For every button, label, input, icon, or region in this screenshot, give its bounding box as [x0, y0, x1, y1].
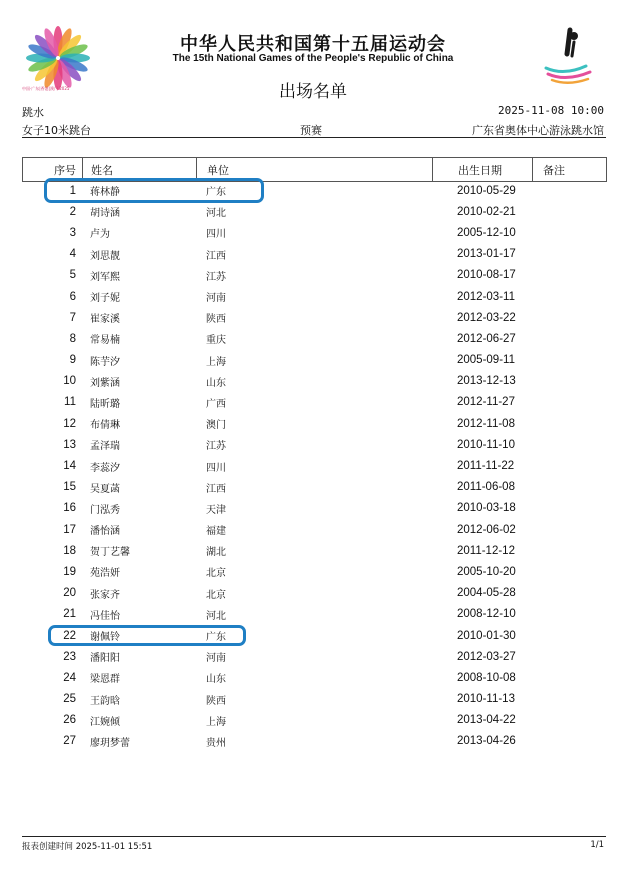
delegation: 河南: [206, 293, 226, 305]
highlight-box-row-1: [44, 178, 264, 203]
col-name-header: 姓名: [83, 158, 197, 181]
birth-date: 2013-04-26: [457, 735, 516, 748]
delegation: 江苏: [206, 441, 226, 453]
footer-divider: [22, 836, 606, 837]
table-row: [22, 667, 607, 688]
athlete-name: 冯佳怡: [90, 610, 120, 622]
table-row: [22, 519, 607, 540]
athlete-name: 梁恩群: [90, 674, 120, 686]
athlete-name: 蒋林静: [90, 187, 120, 199]
birth-date: 2012-03-27: [457, 650, 516, 663]
birth-date: 2013-12-13: [457, 375, 516, 388]
athlete-name: 崔家溪: [90, 314, 120, 326]
delegation: 湖北: [206, 547, 226, 559]
athlete-name: 吴夏菡: [90, 483, 120, 495]
row-number: 5: [69, 269, 76, 282]
birth-date: 2011-12-12: [457, 544, 515, 557]
birth-date: 2011-06-08: [457, 481, 515, 494]
row-number: 17: [63, 523, 76, 536]
games-title-en: The 15th National Games of the People's Republic of China: [172, 53, 454, 64]
header-divider: [22, 137, 606, 138]
athlete-name: 苑浩妍: [90, 568, 120, 580]
birth-date: 2005-10-20: [457, 565, 516, 578]
row-number: 19: [63, 565, 76, 578]
athlete-name: 刘子妮: [90, 293, 120, 305]
document-title: 出场名单: [279, 82, 347, 102]
athlete-name: 刘思靓: [90, 250, 120, 262]
delegation: 四川: [206, 229, 226, 241]
delegation: 福建: [206, 526, 226, 538]
page-number: 1/1: [590, 840, 604, 850]
row-number: 18: [63, 544, 76, 557]
row-number: 3: [69, 226, 76, 239]
table-row: [22, 689, 607, 710]
athlete-name: 常易楠: [90, 335, 120, 347]
sport-label: 跳水: [22, 106, 44, 119]
table-row: [22, 710, 607, 731]
delegation: 河北: [206, 610, 226, 622]
athlete-name: 陆昕璐: [90, 398, 120, 410]
row-number: 23: [63, 650, 76, 663]
row-number: 26: [63, 714, 76, 727]
start-datetime: 2025-11-08 10:00: [498, 104, 604, 117]
athlete-name: 谢佩铃: [90, 632, 120, 644]
col-note-header: 备注: [543, 163, 565, 177]
delegation: 重庆: [206, 335, 226, 347]
table-row: [22, 413, 607, 434]
col-no-header: 序号: [23, 158, 83, 181]
row-number: 21: [63, 608, 76, 621]
table-row: [22, 244, 607, 265]
table-row: [22, 731, 607, 752]
row-number: 15: [63, 481, 76, 494]
report-created-time: 报表创建时间 2025-11-01 15:51: [22, 842, 153, 852]
row-number: 16: [63, 502, 76, 515]
table-row: [22, 561, 607, 582]
birth-date: 2010-01-30: [457, 629, 516, 642]
delegation: 陕西: [206, 314, 226, 326]
delegation: 山东: [206, 377, 226, 389]
delegation: 河南: [206, 653, 226, 665]
athlete-name: 孟泽瑞: [90, 441, 120, 453]
row-number: 6: [69, 290, 76, 303]
table-body: [22, 180, 607, 752]
row-number: 4: [69, 248, 76, 261]
birth-date: 2008-12-10: [457, 608, 516, 621]
birth-date: 2012-03-11: [457, 290, 515, 303]
venue-label: 广东省奥体中心游泳跳水馆: [472, 124, 604, 137]
table-row: [22, 646, 607, 667]
table-row: [22, 434, 607, 455]
table-row: [22, 222, 607, 243]
table-row: [22, 604, 607, 625]
table-row: [22, 477, 607, 498]
delegation: 贵州: [206, 737, 226, 749]
delegation: 广西: [206, 398, 226, 410]
delegation: 江西: [206, 250, 226, 262]
row-number: 8: [69, 332, 76, 345]
row-number: 2: [69, 205, 76, 218]
birth-date: 2010-08-17: [457, 269, 516, 282]
birth-date: 2010-03-18: [457, 502, 516, 515]
table-row: [22, 265, 607, 286]
col-org-header: 单位: [197, 158, 433, 181]
birth-date: 2012-06-27: [457, 332, 516, 345]
event-name: 女子10米跳台: [22, 124, 91, 137]
birth-date: 2008-10-08: [457, 671, 516, 684]
table-row: [22, 371, 607, 392]
athlete-name: 王韵晗: [90, 695, 120, 707]
row-number: 1: [69, 184, 76, 197]
birth-date: 2010-05-29: [457, 184, 516, 197]
delegation: 山东: [206, 674, 226, 686]
row-number: 7: [69, 311, 76, 324]
birth-date: 2005-09-11: [457, 354, 515, 367]
athlete-name: 刘紫涵: [90, 377, 120, 389]
athlete-name: 陈芋汐: [90, 356, 120, 368]
athlete-name: 张家齐: [90, 589, 120, 601]
delegation: 江苏: [206, 271, 226, 283]
birth-date: 2004-05-28: [457, 587, 516, 600]
table-row: [22, 540, 607, 561]
athlete-name: 刘军熙: [90, 271, 120, 283]
athlete-name: 李蕊汐: [90, 462, 120, 474]
athlete-name: 胡诗涵: [90, 208, 120, 220]
delegation: 上海: [206, 716, 226, 728]
athlete-name: 门泓秀: [90, 504, 120, 516]
row-number: 25: [63, 693, 76, 706]
birth-date: 2011-11-22: [457, 460, 515, 473]
birth-date: 2013-04-22: [457, 714, 516, 727]
table-row: [22, 392, 607, 413]
diver-emblem-icon: [534, 24, 600, 90]
row-number: 22: [63, 629, 76, 642]
delegation: 广东: [206, 187, 226, 199]
delegation: 陕西: [206, 695, 226, 707]
highlight-box-row-22: [48, 625, 246, 646]
athlete-name: 江婉倾: [90, 716, 120, 728]
birth-date: 2005-12-10: [457, 226, 516, 239]
birth-date: 2012-11-27: [457, 396, 515, 409]
athlete-name: 布倩琳: [90, 420, 120, 432]
row-number: 20: [63, 587, 76, 600]
row-number: 24: [63, 671, 76, 684]
col-dob-header: 出生日期: [433, 158, 533, 181]
table-row: [22, 286, 607, 307]
row-number: 10: [63, 375, 76, 388]
table-row: [22, 583, 607, 604]
birth-date: 2013-01-17: [457, 248, 516, 261]
birth-date: 2012-06-02: [457, 523, 516, 536]
birth-date: 2010-02-21: [457, 205, 516, 218]
delegation: 广东: [206, 632, 226, 644]
athlete-name: 卢为: [90, 229, 110, 241]
table-row: [22, 455, 607, 476]
games-title-cn: 中华人民共和国第十五届运动会: [180, 34, 446, 55]
delegation: 北京: [206, 568, 226, 580]
row-number: 27: [63, 735, 76, 748]
row-number: 14: [63, 460, 76, 473]
delegation: 北京: [206, 589, 226, 601]
delegation: 上海: [206, 356, 226, 368]
delegation: 天津: [206, 504, 226, 516]
birth-date: 2010-11-10: [457, 438, 515, 451]
birth-date: 2010-11-13: [457, 693, 515, 706]
row-number: 9: [69, 354, 76, 367]
athlete-name: 贺丁艺馨: [90, 547, 130, 559]
table-row: [22, 498, 607, 519]
row-number: 11: [64, 396, 76, 409]
table-row: [22, 350, 607, 371]
delegation: 四川: [206, 462, 226, 474]
row-number: 12: [63, 417, 76, 430]
athlete-name: 潘怡涵: [90, 526, 120, 538]
birth-date: 2012-11-08: [457, 417, 515, 430]
delegation: 河北: [206, 208, 226, 220]
delegation: 江西: [206, 483, 226, 495]
table-row: [22, 307, 607, 328]
logo-caption: 中国·广东|香港|澳门 2025: [22, 86, 70, 91]
athlete-name: 廖玥梦蕾: [90, 737, 130, 749]
phase-label: 预赛: [300, 124, 322, 137]
row-number: 13: [63, 438, 76, 451]
table-row: [22, 328, 607, 349]
table-row: [22, 201, 607, 222]
athlete-name: 潘阳阳: [90, 653, 120, 665]
delegation: 澳门: [206, 420, 226, 432]
birth-date: 2012-03-22: [457, 311, 516, 324]
